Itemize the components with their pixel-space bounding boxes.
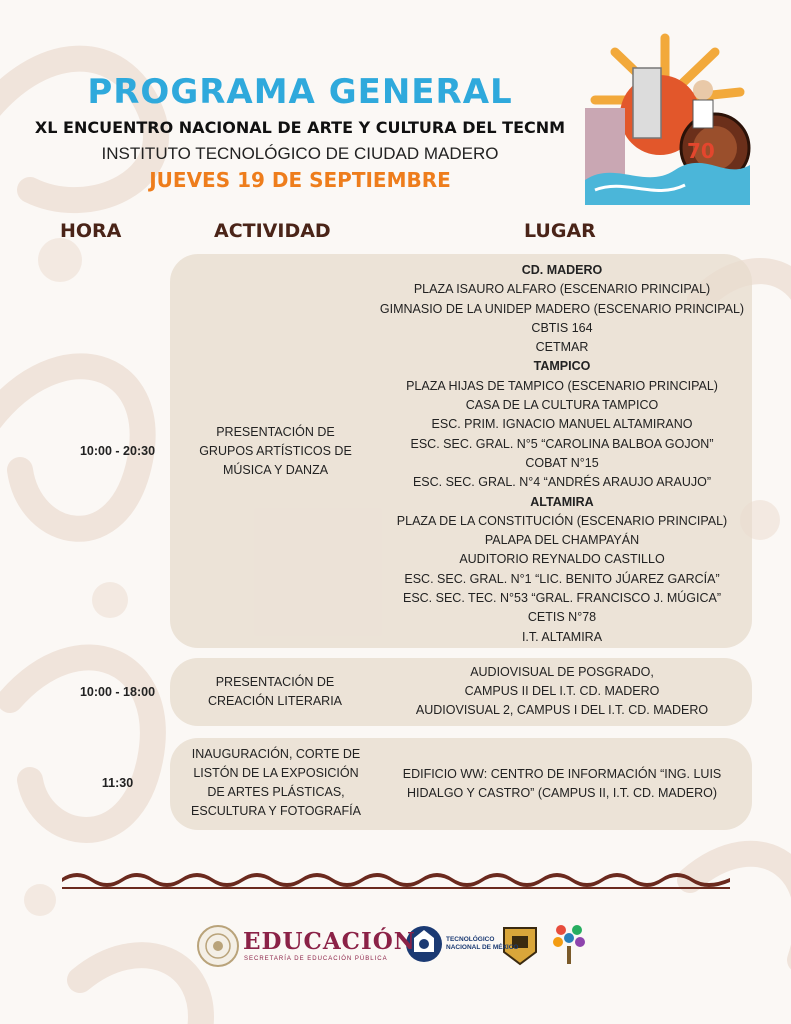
culture-figures-icon — [552, 922, 586, 966]
lugar-item: ESC. SEC. GRAL. N°4 “ANDRÉS ARAUJO ARAUJO” — [412, 475, 712, 490]
institute-name: INSTITUTO TECNOLÓGICO DE CIUDAD MADERO — [101, 144, 499, 163]
lugar-item: CETIS N°78 — [527, 610, 597, 625]
lugar-item: CASA DE LA CULTURA TAMPICO — [465, 398, 659, 413]
lugar-item: PLAZA DE LA CONSTITUCIÓN (ESCENARIO PRINCIPAL) — [396, 513, 728, 528]
row-3-lugar — [372, 765, 752, 803]
row-3-actividad: INAUGURACIÓN, CORTE DE LISTÓN DE LA EXPOSICIÓN DE ARTES PLÁSTICAS, ESCULTURA Y FOTOGRAFÍA — [191, 747, 361, 818]
lugar-item: AUDIOVISUAL 2, CAMPUS I DEL I.T. CD. MADERO — [415, 703, 709, 717]
lugar-item: PLAZA HIJAS DE TAMPICO (ESCENARIO PRINCIPAL) — [406, 378, 718, 393]
tecnm-caption-line2: NACIONAL DE MÉXICO — [446, 944, 519, 951]
lugar-item: CETMAR — [535, 340, 589, 355]
lugar-group-title: CD. MADERO — [521, 263, 603, 277]
row-2-lugar — [372, 663, 752, 720]
event-logo-icon — [575, 30, 755, 205]
column-header-hora: HORA — [60, 220, 122, 242]
lugar-item: AUDITORIO REYNALDO CASTILLO — [459, 552, 665, 567]
column-header-lugar: LUGAR — [524, 220, 596, 242]
lugar-item: ESC. SEC. GRAL. N°5 “CAROLINA BALBOA GOJON” — [410, 436, 714, 451]
lugar-item: ESC. SEC. TEC. N°53 “GRAL. FRANCISCO J. MÚGICA” — [402, 591, 721, 606]
event-subtitle: XL ENCUENTRO NACIONAL DE ARTE Y CULTURA DEL TECNM — [34, 118, 566, 137]
row-2-hora: 10:00 - 18:00 — [79, 685, 156, 699]
lugar-item: I.T. ALTAMIRA — [521, 629, 603, 644]
lugar-group-title: ALTAMIRA — [530, 494, 594, 509]
event-date: JUEVES 19 DE SEPTIEMBRE — [149, 168, 451, 192]
column-header-actividad: ACTIVIDAD — [214, 220, 331, 242]
lugar-item: GIMNASIO DE LA UNIDEP MADERO (ESCENARIO PRINCIPAL) — [379, 301, 745, 316]
sep-caption: SECRETARÍA DE EDUCACIÓN PÚBLICA — [244, 956, 388, 962]
lugar-item: ESC. PRIM. IGNACIO MANUEL ALTAMIRANO — [431, 417, 693, 432]
mexico-seal-icon — [196, 924, 240, 968]
page-title: PROGRAMA GENERAL — [87, 72, 513, 112]
tecnm-caption — [446, 936, 518, 952]
tecnm-caption-line1: TECNOLÓGICO — [446, 936, 495, 943]
lugar-item: AUDIOVISUAL DE POSGRADO, — [470, 665, 654, 679]
lugar-item: EDIFICIO WW: CENTRO DE INFORMACIÓN “ING. LUIS — [402, 767, 722, 781]
lugar-item: CBTIS 164 — [531, 320, 593, 335]
row-3-hora: 11:30 — [101, 776, 134, 790]
lugar-item: ESC. SEC. GRAL. N°1 “LIC. BENITO JÚAREZ GARCÍA” — [404, 571, 720, 586]
lugar-item: COBAT N°15 — [525, 455, 599, 470]
lugar-item: PLAZA ISAURO ALFARO (ESCENARIO PRINCIPAL) — [413, 282, 711, 297]
lugar-group-title: TAMPICO — [533, 359, 591, 374]
row-1-lugar-list — [372, 261, 752, 647]
lugar-item: CAMPUS II DEL I.T. CD. MADERO — [464, 684, 660, 698]
lugar-item: PALAPA DEL CHAMPAYÁN — [484, 533, 640, 548]
educacion-logo-text: EDUCACIÓN — [243, 928, 416, 955]
ornament-divider — [62, 868, 730, 890]
header — [0, 72, 600, 192]
row-2-actividad: PRESENTACIÓN DE CREACIÓN LITERARIA — [207, 675, 343, 708]
row-1-actividad: PRESENTACIÓN DE GRUPOS ARTÍSTICOS DE MÚSICA Y DANZA — [199, 425, 352, 477]
svg-text:70: 70 — [687, 139, 715, 163]
lugar-item: HIDALGO Y CASTRO” (CAMPUS II, I.T. CD. MADERO) — [407, 786, 717, 800]
row-1-hora: 10:00 - 20:30 — [79, 444, 156, 458]
